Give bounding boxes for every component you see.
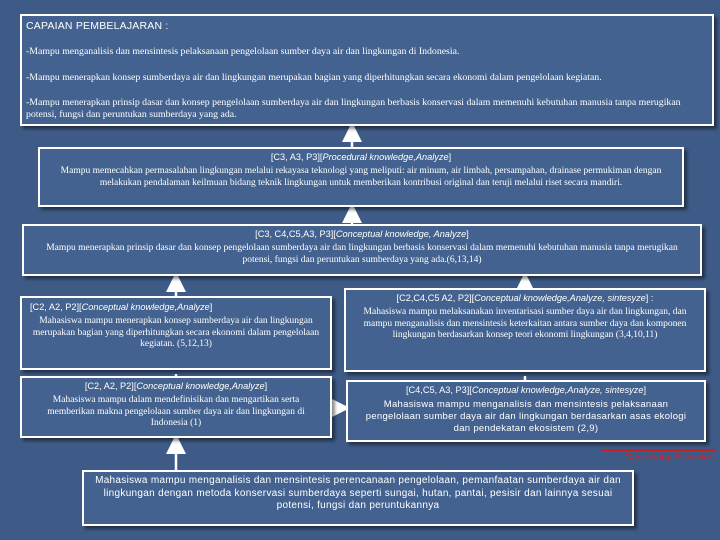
learning-outcome-item: -Mampu menganalisis dan mensintesis pelaksanaan pengelolaan sumber daya air dan lingkungan di Indonesia.	[26, 46, 460, 57]
competency-text: Mahasiswa mampu menganalisis dan mensintesis pelaksanaan pengelolaan sumber daya air dan lingkungan berdasarkan asas ekologi dan pendekatan ekosistem (2,9)	[365, 399, 687, 434]
competency-box-procedural	[38, 147, 684, 207]
competency-text: Mahasiswa mampu dalam mendefinisikan dan mengartikan serta memberikan makna pengelolaan sumber daya air dan lingkungan di Indonesia (1)	[47, 395, 305, 428]
competency-code: [C2, A2, P2][Conceptual knowledge,Analyze]	[84, 381, 268, 391]
entry-behavior-text: Mahasiswa mampu menganalisis dan mensintesis perencanaan pengelolaan, pemanfaatan sumberdaya air dan lingkungan dengan metoda konservasi sumberdaya seperti sungai, hutan, pantai, pesisir dan lainnya sesuai potensi, fungsi dan peruntukannya	[95, 475, 621, 511]
competency-text: Mampu menerapkan prinsip dasar dan konsep pengelolaan sumberdaya air dan lingkungan berbasis konservasi dalam memenuhi kebutuhan manusia tanpa merugikan potensi, fungsi dan peruntukan sumberdaya yang ada.(6,13,14)	[46, 243, 678, 265]
learning-outcomes-title: CAPAIAN PEMBELAJARAN :	[26, 20, 169, 32]
competency-code: [C3, C4,C5,A3, P3][Conceptual knowledge, Analyze]	[255, 229, 469, 239]
competency-code: [C2,C4,C5 A2, P2][Conceptual knowledge,Analyze, sintesyze] :	[396, 293, 654, 303]
competency-box-ecology	[346, 380, 706, 442]
competency-text: Mahasiswa mampu melaksanakan inventarisasi sumber daya air dan lingkungan, dan mampu menganalisis dan mensintesis keterkaitan antara sumber daya dan komponen lingkungan berdasarkan konsep teori ekonomi lingkungan (3,4,10,11)	[363, 307, 687, 340]
competency-code: [C4,C5, A3, P3][Conceptual knowledge,Analyze, sintesyze]	[405, 385, 647, 395]
competency-box-inventory	[344, 288, 706, 372]
competency-text: Mampu memecahkan permasalahan lingkungan melalui rekayasa teknologi yang meliputi: air minum, air limbah, persampahan, drainase permukiman dengan melakukan pendalaman keilmuan bidang teknik lingkungan untuk memberikan kontribusi original dan teruji melalui riset secara mandiri.	[60, 166, 662, 188]
competency-box-economic	[20, 296, 332, 370]
entry-behavior-line-label: Garis Entry Behavior	[602, 449, 716, 463]
competency-text: Mahasiswa mampu menerapkan konsep sumberdaya air dan lingkungan merupakan bagian yang diperhitungkan secara ekonomi dalam pengelolaan kegiatan. (5,12,13)	[32, 316, 320, 349]
competency-box-conservation	[22, 224, 702, 276]
competency-box-definition	[20, 376, 332, 438]
competency-code: [C2, A2, P2][Conceptual knowledge,Analyze]	[30, 302, 213, 312]
learning-outcomes-box	[20, 14, 714, 126]
learning-outcome-item: -Mampu menerapkan konsep sumberdaya air dan lingkungan merupakan bagian yang diperhitungkan secara ekonomi dalam pengelolaan kegiatan.	[26, 71, 602, 83]
entry-behavior-box	[82, 470, 634, 526]
competency-code: [C3, A3, P3][Procedural knowledge,Analyze]	[270, 152, 452, 162]
learning-outcome-item: -Mampu menerapkan prinsip dasar dan konsep pengelolaan sumberdaya air dan lingkungan berbasis konservasi dalam memenuhi kebutuhan manusia tanpa merugikan potensi, fungsi dan peruntukan sumberdaya yang ada.	[26, 97, 681, 120]
